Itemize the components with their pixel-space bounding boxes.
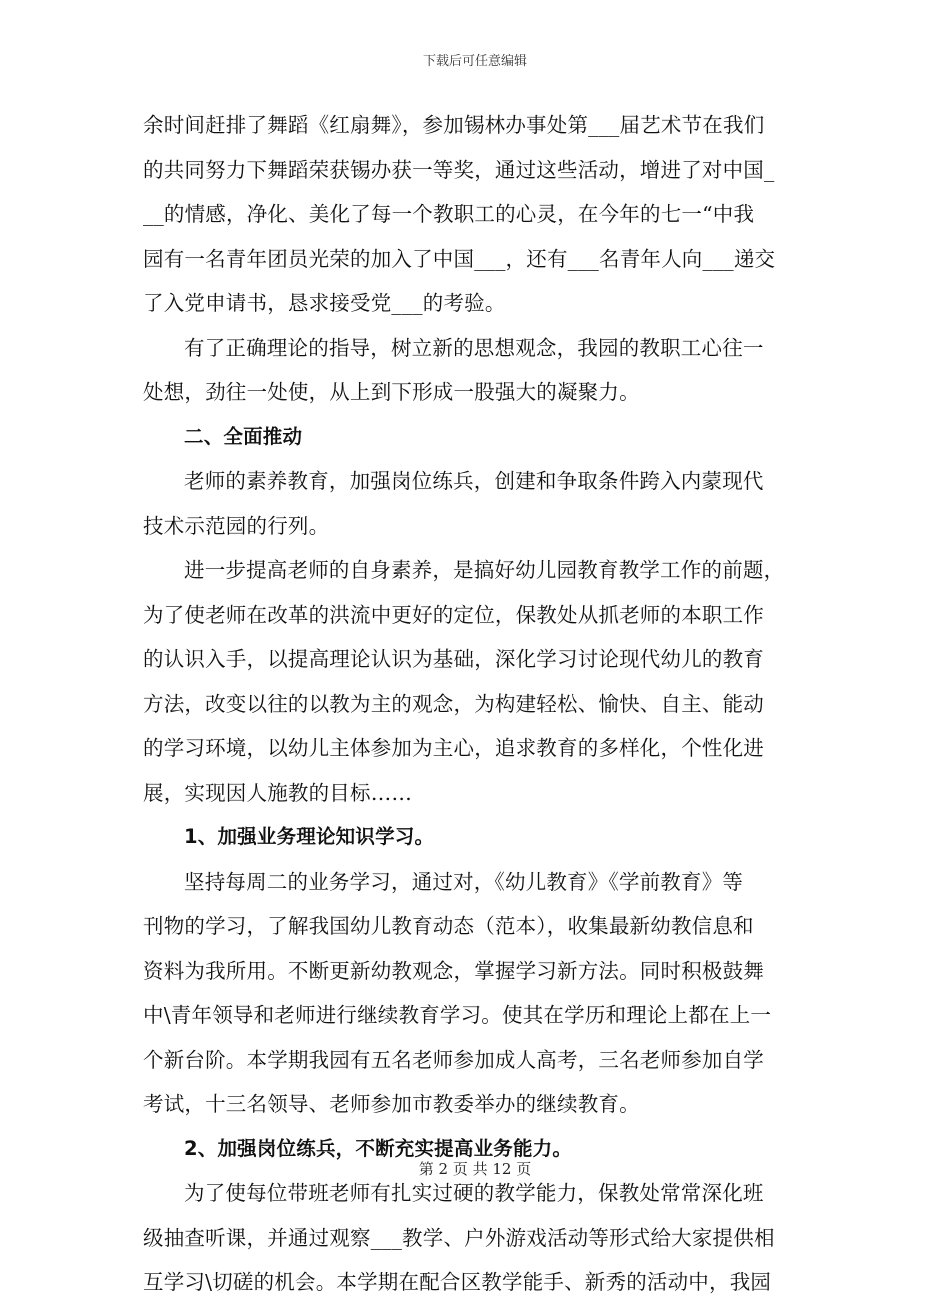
subsection-heading: 1、加强业务理论知识学习。 — [184, 825, 435, 848]
text-line: 个新台阶。本学期我园有五名老师参加成人高考，三名老师参加自学 — [143, 1047, 764, 1072]
text-line: 了入党申请书，恳求接受党___的考验。 — [143, 291, 506, 315]
text-line: 的共同努力下舞蹈荣获锡办获一等奖，通过这些活动，增进了对中国_ — [143, 157, 775, 182]
text-line: 互学习\切磋的机会。本学期在配合区教学能手、新秀的活动中，我园 — [143, 1270, 772, 1294]
page-footer: 第 2 页 共 12 页 — [418, 1160, 532, 1178]
text-line: 考试，十三名领导、老师参加市教委举办的继续教育。 — [143, 1092, 640, 1116]
paragraph-start-line: 有了正确理论的指导，树立新的思想观念，我园的教职工心往一 — [184, 335, 764, 360]
text-line: 展，实现因人施教的目标…… — [143, 780, 413, 805]
text-line: 中\青年领导和老师进行继续教育学习。使其在学历和理论上都在上一 — [143, 1003, 772, 1027]
section-heading: 二、全面推动 — [184, 424, 303, 448]
paragraph-start-line: 进一步提高老师的自身素养，是搞好幼儿园教育教学工作的前题， — [184, 558, 785, 582]
text-line: 级抽查听课，并通过观察___教学、户外游戏活动等形式给大家提供相 — [143, 1225, 775, 1250]
text-line: 方法，改变以往的以教为主的观念，为构建轻松、愉快、自主、能动 — [143, 691, 764, 716]
page-header: 下载后可任意编辑 — [422, 54, 527, 69]
text-line: 的认识入手，以提高理论认识为基础，深化学习讨论现代幼儿的教育 — [143, 647, 764, 671]
text-line: 余时间赶排了舞蹈《红扇舞》，参加锡林办事处第___届艺术节在我们 — [143, 113, 765, 137]
text-line: 资料为我所用。不断更新幼教观念，掌握学习新方法。同时积极鼓舞 — [143, 958, 764, 983]
text-line: 为了使老师在改革的洪流中更好的定位，保教处从抓老师的本职工作 — [143, 602, 764, 627]
text-line: 技术示范园的行列。 — [143, 513, 330, 538]
paragraph-start-line: 为了使每位带班老师有扎实过硬的教学能力，保教处常常深化班 — [184, 1181, 764, 1205]
text-line: __的情感，净化、美化了每一个教职工的心灵，在今年的七一“中我 — [143, 202, 755, 226]
text-line: 处想，劲往一处使，从上到下形成一股强大的凝聚力。 — [143, 380, 640, 404]
text-line: 的学习环境，以幼儿主体参加为主心，追求教育的多样化，个性化进 — [143, 736, 764, 760]
paragraph-start-line: 老师的素养教育，加强岗位练兵，创建和争取条件跨入内蒙现代 — [184, 469, 764, 493]
text-line: 刊物的学习，了解我国幼儿教育动态（范本），收集最新幼教信息和 — [143, 914, 754, 938]
text-line: 园有一名青年团员光荣的加入了中国___，还有___名青年人向___递交 — [143, 246, 776, 271]
subsection-heading: 2、加强岗位练兵，不断充实提高业务能力。 — [184, 1136, 573, 1160]
document-body — [143, 103, 808, 1305]
paragraph-start-line: 坚持每周二的业务学习，通过对，《幼儿教育》《学前教育》等 — [184, 869, 744, 894]
